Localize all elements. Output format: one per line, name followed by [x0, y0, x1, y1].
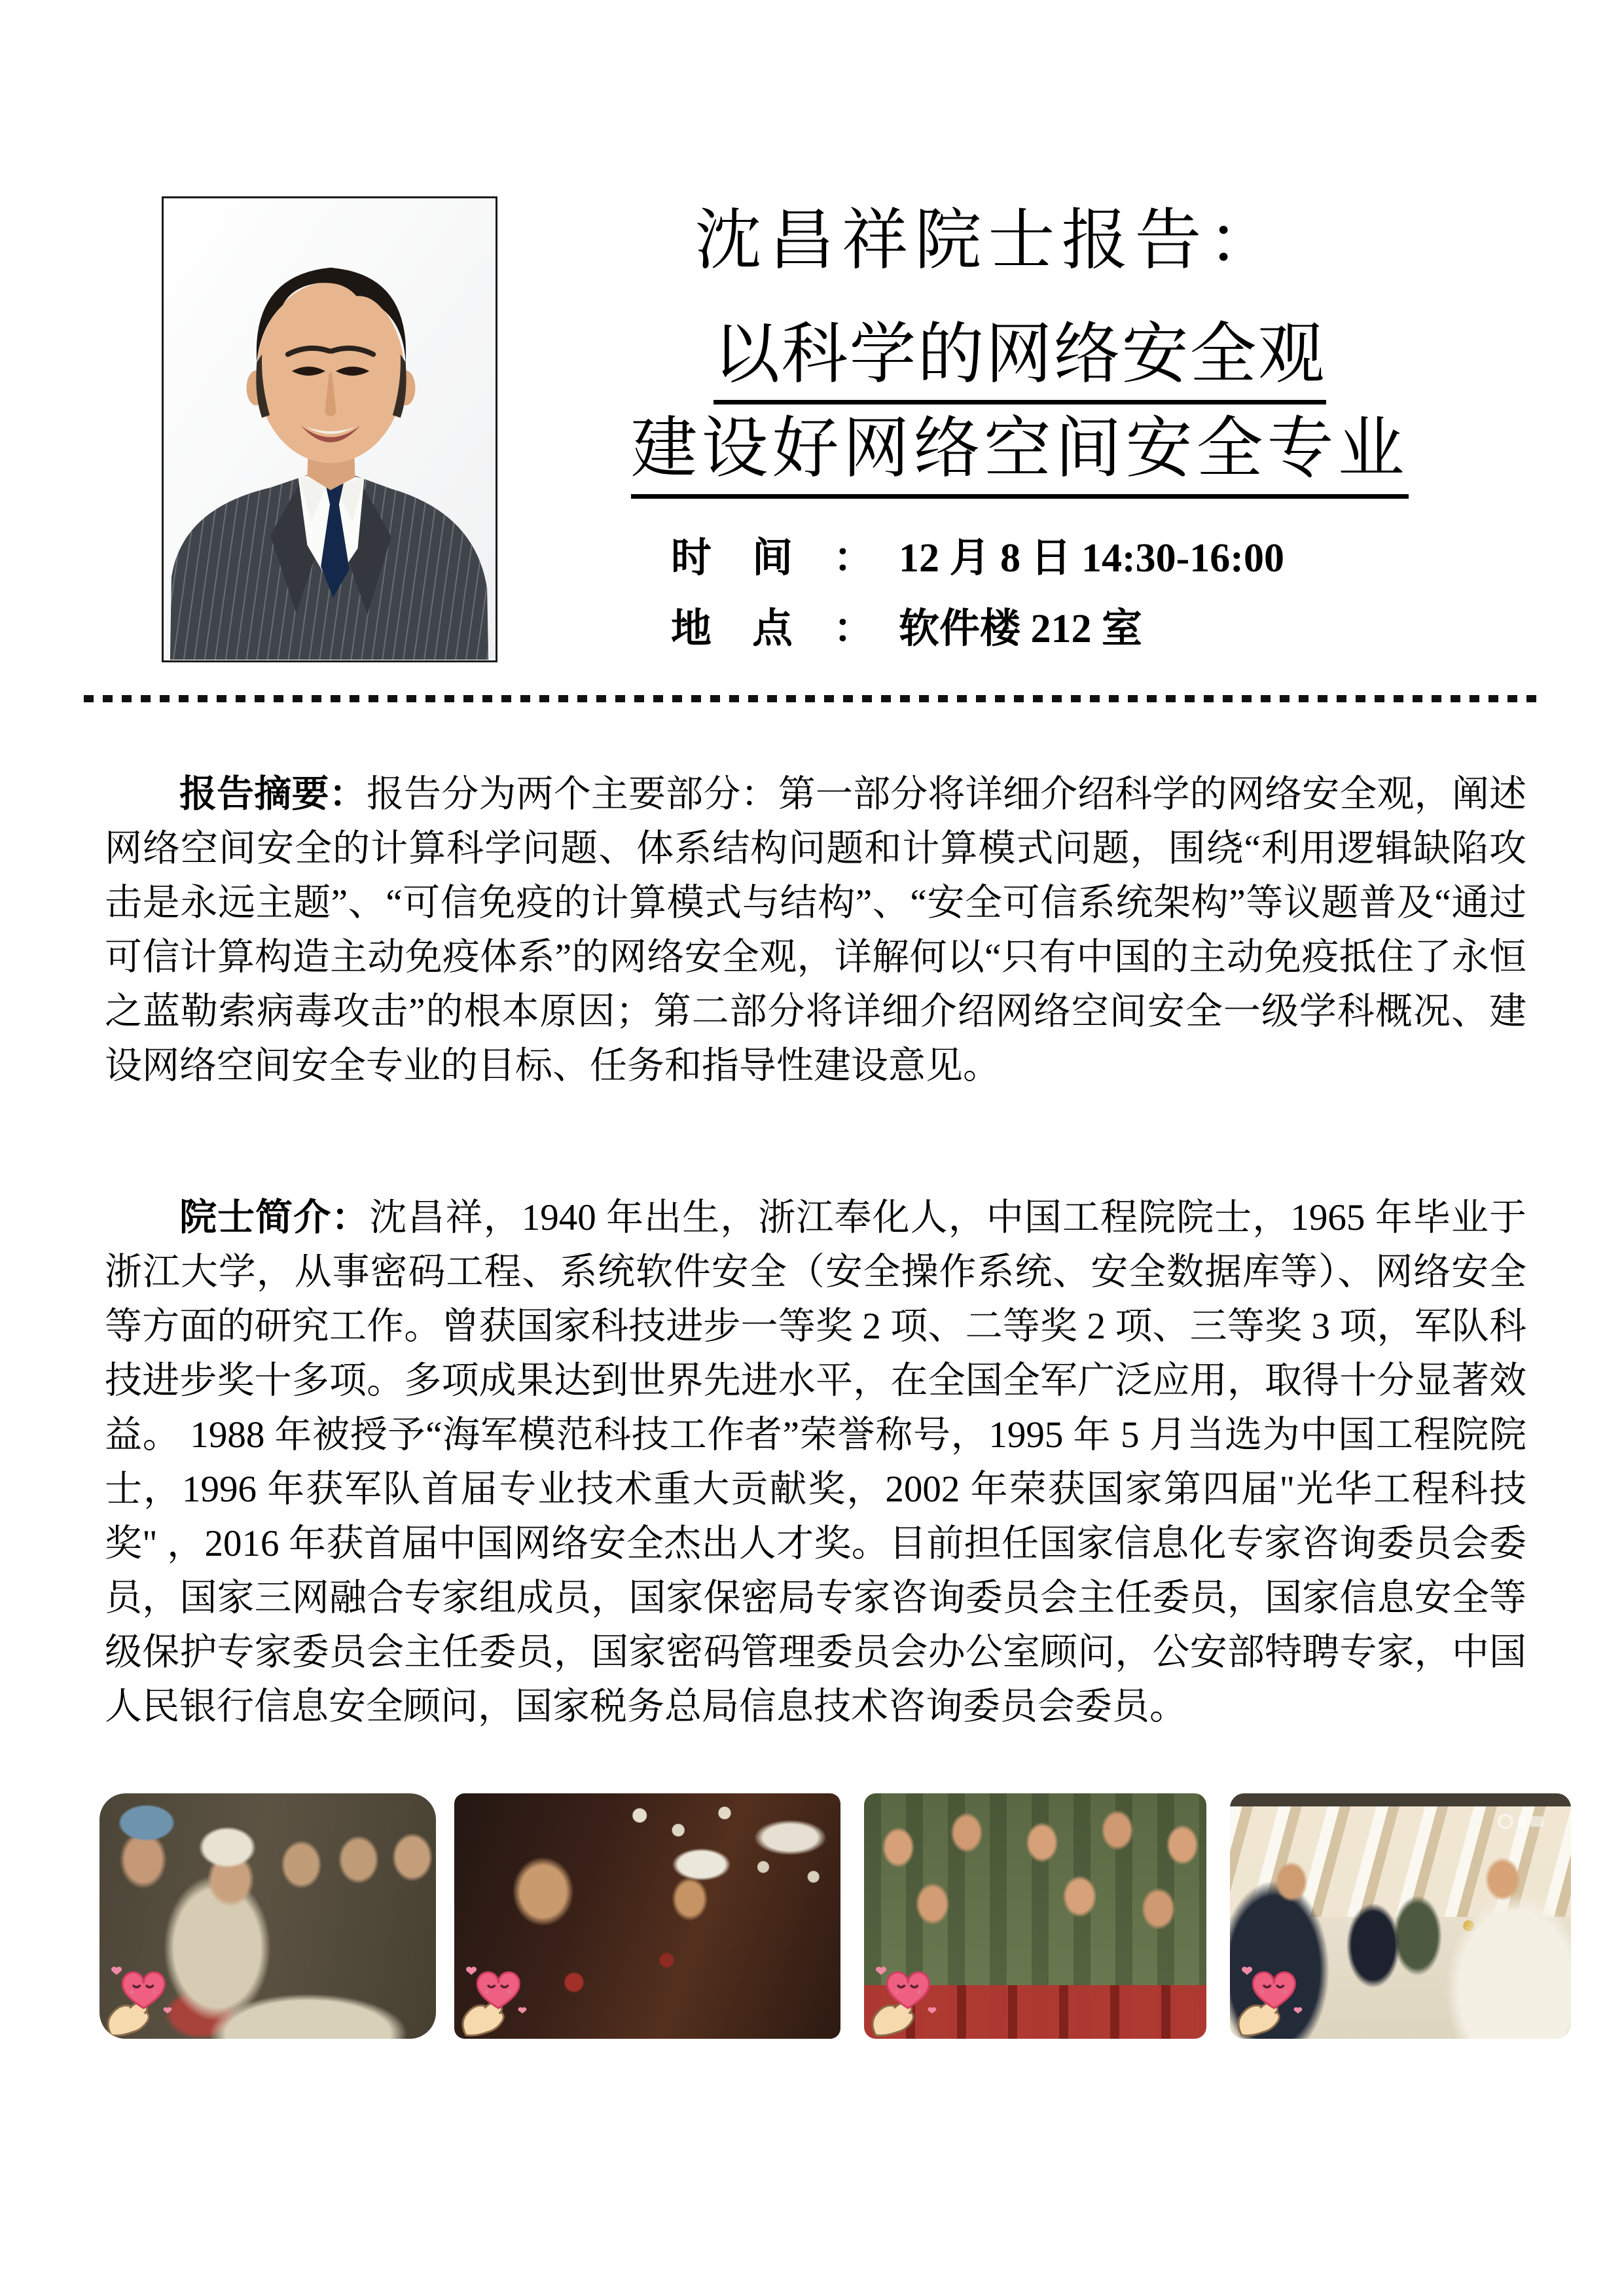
abstract-paragraph: [105, 767, 1526, 1093]
video-watermark-icon: [1498, 1812, 1554, 1831]
photo-3: [864, 1793, 1206, 2039]
location-label: 地 点 ：: [671, 607, 875, 651]
page-title: 沈昌祥院士报告：: [695, 204, 1282, 278]
page-subtitle-line1: [619, 318, 1420, 392]
subtitle-underlined-text-2: 建设好网络空间安全专业: [631, 412, 1409, 499]
photo-4: [1230, 1793, 1571, 2039]
abstract-body: 报告分为两个主要部分：第一部分将详细介绍科学的网络安全观，阐述网络空间安全的计算科学问题、体系结构问题和计算模式问题，围绕“利用逻辑缺陷攻击是永远主题”、“可信免疫的计算模式与结构”、“安全可信系统架构”等议题普及“通过可信计算构造主动免疫体系”的网络安全观，详解何以“只有中国的主动免疫抵住了永恒之蓝勒索病毒攻击”的根本原因；第二部分将详细介绍网络空间安全一级学科概况、建设网络空间安全专业的目标、任务和指导性建设意见。: [105, 774, 1526, 1086]
photo-2: [454, 1793, 840, 2039]
time-value: 12 月 8 日 14:30-16:00: [899, 536, 1284, 581]
time-label: 时 间 ：: [671, 536, 875, 581]
location-row: [671, 609, 1142, 649]
dashed-separator: [84, 695, 1541, 702]
bio-lead: 院士简介：: [179, 1197, 370, 1238]
bio-paragraph: [105, 1191, 1526, 1734]
finger-heart-sticker: [1234, 1960, 1311, 2037]
subtitle-underlined-text-1: 以科学的网络安全观: [713, 318, 1326, 404]
abstract-lead: 报告摘要：: [179, 774, 367, 815]
portrait-photo: [162, 196, 497, 662]
time-row: [671, 538, 1284, 579]
bio-body: 沈昌祥，1940 年出生，浙江奉化人，中国工程院院士，1965 年毕业于浙江大学，从事密码工程、系统软件安全（安全操作系统、安全数据库等）、网络安全等方面的研究工作。曾获国家科技进步一等奖 2 项、二等奖 2 项、三等奖 3 项，军队科技进步奖十多项。多项成果达到世界先进水平，在全国全军广泛应用，取得十分显著效益。 1988 年被授予“海军模范科技工作者”荣誉称号，1995 年 5 月当选为中国工程院院士，1996 年获军队首届专业技术重大贡献奖，2002 年荣获国家第四届"光华工程科技奖" ，2016 年获首届中国网络安全杰出人才奖。目前担任国家信息化专家咨询委员会委员，国家三网融合专家组成员，国家保密局专家咨询委员会主任委员，国家信息安全等级保护专家委员会主任委员，国家密码管理委员会办公室顾问，公安部特聘专家，中国人民银行信息安全顾问，国家税务总局信息技术咨询委员会委员。: [105, 1197, 1526, 1727]
finger-heart-sticker: [103, 1960, 181, 2037]
page-subtitle-line2: [619, 412, 1420, 486]
portrait-illustration: [164, 198, 496, 660]
location-value: 软件楼 212 室: [899, 607, 1143, 651]
finger-heart-sticker: [868, 1960, 945, 2037]
photo-1: [99, 1793, 436, 2039]
finger-heart-sticker: [458, 1960, 535, 2037]
